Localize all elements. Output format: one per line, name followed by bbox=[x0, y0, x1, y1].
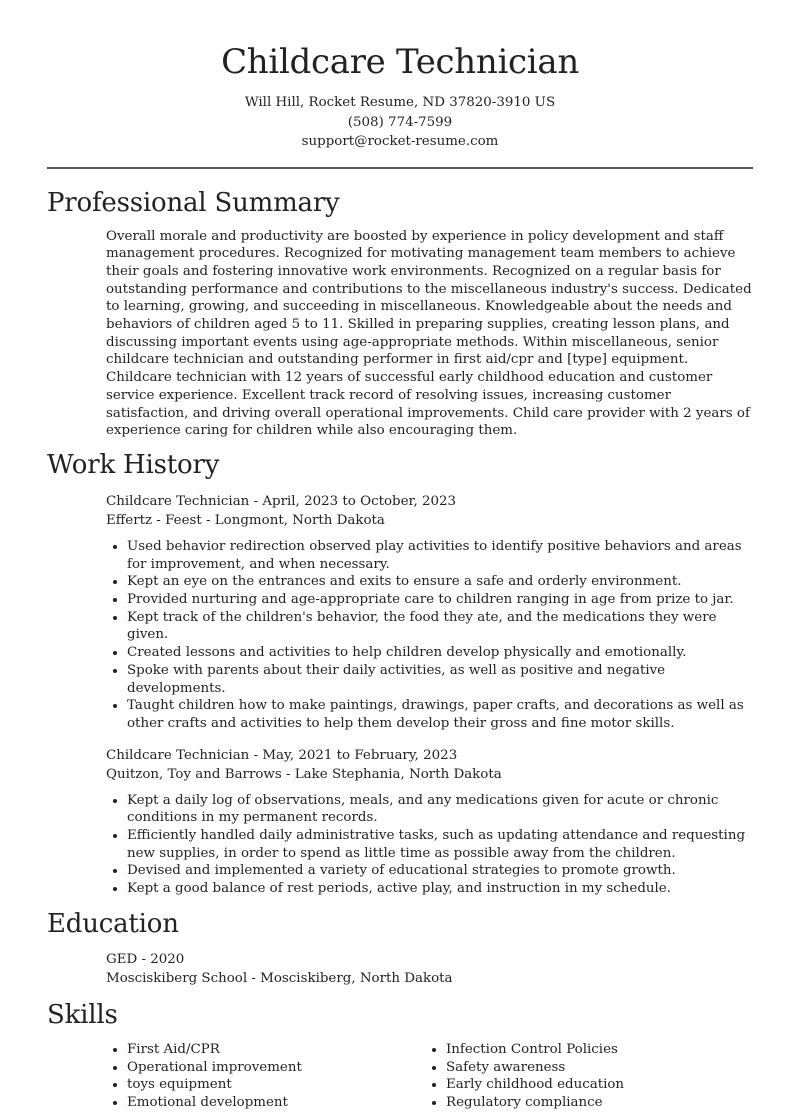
education-school: Mosciskiberg School - Mosciskiberg, North Dakota bbox=[106, 971, 453, 987]
contact-email: support@rocket-resume.com bbox=[301, 134, 499, 149]
job-duty: • Kept track of the children's behavior, the food they ate, and the medications they were given. bbox=[127, 609, 753, 644]
skills-section bbox=[47, 999, 753, 1112]
job-entry bbox=[106, 746, 753, 898]
contact-info bbox=[47, 93, 753, 152]
skill-item: • Safety awareness bbox=[446, 1059, 744, 1077]
section-title-education: Education bbox=[47, 908, 179, 939]
job-company-location: Effertz - Feest - Longmont, North Dakota bbox=[106, 513, 385, 529]
education-entry bbox=[106, 950, 753, 989]
skill-item: • Infection Control Policies bbox=[446, 1041, 744, 1059]
job-duty: • Kept an eye on the entrances and exits to ensure a safe and orderly environment. bbox=[127, 573, 753, 591]
skill-item: • First Aid/CPR bbox=[127, 1041, 425, 1059]
skills-list-right bbox=[425, 1041, 744, 1112]
section-title-skills: Skills bbox=[47, 999, 118, 1030]
job-duty: • Efficiently handled daily administrative tasks, such as updating attendance and requesting new supplies, in order to spend as little time as possible away from the children. bbox=[127, 827, 753, 862]
job-duty: • Spoke with parents about their daily activities, as well as positive and negative developments. bbox=[127, 662, 753, 697]
summary-text: Overall morale and productivity are boosted by experience in policy development and staff management procedures. Recognized for motivating management team members to achieve their goals and fostering innovative work environments. Recognized on a regular basis for outstanding performance and contributions to the miscellaneous industry's success. Dedicated to learning, growing, and succeeding in miscellaneous. Knowledgeable about the needs and behaviors of children aged 5 to 11. Skilled in preparing supplies, creating lesson plans, and discussing important events using age-appropriate methods. Within miscellaneous, senior childcare technician and outstanding performer in first aid/cpr and [type] equipment. Childcare technician with 12 years of successful early childhood education and customer service experience. Excellent track record of resolving issues, increasing customer satisfaction, and driving overall operational improvements. Child care provider with 2 years of experience caring for children while also encouraging them. bbox=[106, 228, 752, 439]
job-duty: • Kept a good balance of rest periods, active play, and instruction in my schedule. bbox=[127, 880, 753, 898]
skill-item: • toys equipment bbox=[127, 1076, 425, 1094]
education-degree: GED - 2020 bbox=[106, 951, 185, 967]
job-duties-list bbox=[106, 792, 753, 898]
skills-grid bbox=[106, 1041, 753, 1112]
header-divider bbox=[47, 167, 753, 169]
job-entry bbox=[106, 492, 753, 733]
job-title-dates: Childcare Technician - April, 2023 to October, 2023 bbox=[106, 493, 457, 509]
contact-phone: (508) 774-7599 bbox=[347, 114, 453, 130]
contact-address: Will Hill, Rocket Resume, ND 37820-3910 US bbox=[244, 95, 556, 110]
job-duty: • Created lessons and activities to help children develop physically and emotionally. bbox=[127, 644, 753, 662]
skills-list-left bbox=[106, 1041, 425, 1112]
job-duty: • Provided nurturing and age-appropriate care to children ranging in age from prize to jar. bbox=[127, 591, 753, 609]
skill-item: • Operational improvement bbox=[127, 1059, 425, 1077]
job-company-location: Quitzon, Toy and Barrows - Lake Stephania, North Dakota bbox=[106, 767, 502, 783]
job-duty: • Devised and implemented a variety of educational strategies to promote growth. bbox=[127, 862, 753, 880]
job-title-dates: Childcare Technician - May, 2021 to February, 2023 bbox=[106, 747, 458, 763]
job-duty: • Used behavior redirection observed play activities to identify positive behaviors and areas for improvement, and when necessary. bbox=[127, 538, 753, 573]
job-duty: • Kept a daily log of observations, meals, and any medications given for acute or chronic conditions in my permanent records. bbox=[127, 792, 753, 827]
job-duties-list bbox=[106, 538, 753, 733]
skill-item: • Emotional development bbox=[127, 1094, 425, 1112]
education-section bbox=[47, 908, 753, 989]
candidate-name: Childcare Technician bbox=[221, 42, 579, 82]
professional-summary-section bbox=[47, 187, 753, 440]
skill-item: • Regulatory compliance bbox=[446, 1094, 744, 1112]
section-title-summary: Professional Summary bbox=[47, 187, 340, 218]
job-duty: • Taught children how to make paintings, drawings, paper crafts, and decorations as well as other crafts and activities to help them develop their gross and fine motor skills. bbox=[127, 697, 753, 732]
section-title-work: Work History bbox=[47, 449, 220, 480]
skill-item: • Early childhood education bbox=[446, 1076, 744, 1094]
resume-header bbox=[47, 0, 753, 152]
work-history-section bbox=[47, 449, 753, 898]
